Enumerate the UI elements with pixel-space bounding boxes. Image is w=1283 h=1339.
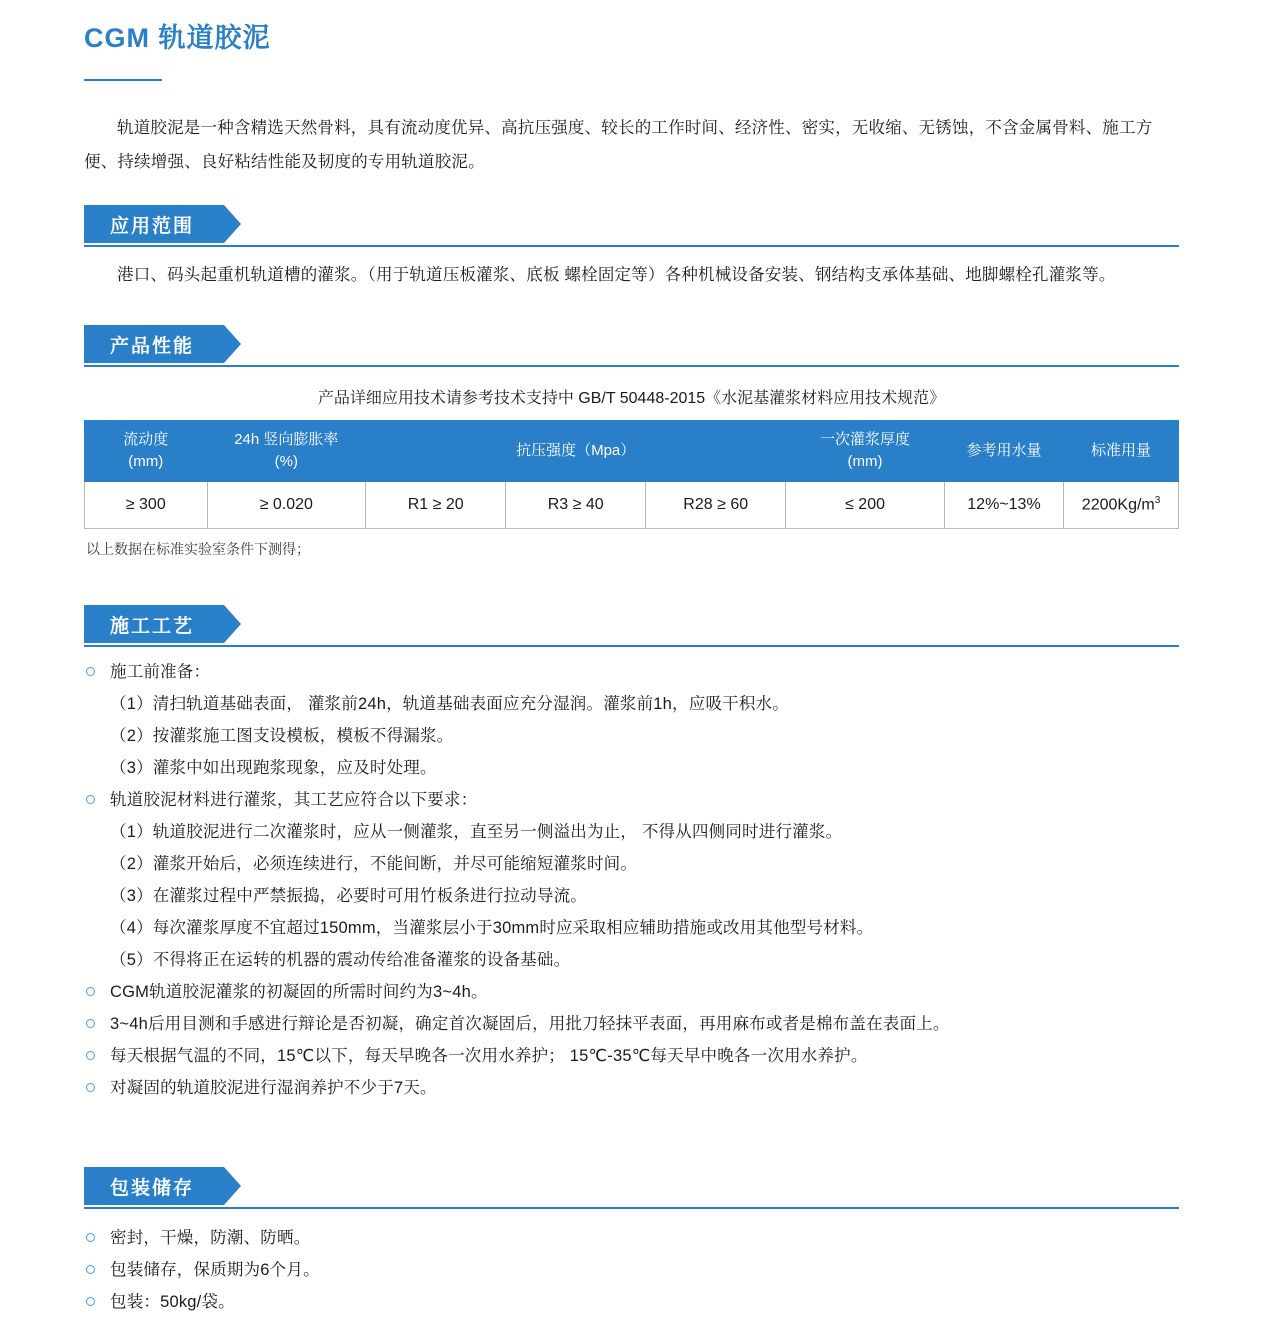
table-footnote: 以上数据在标准实验室条件下测得； xyxy=(86,541,310,557)
th-flow-unit: (mm) xyxy=(128,453,164,470)
list-item: CGM轨道胶泥灌浆的初凝固的所需时间约为3~4h。 xyxy=(84,977,1179,1008)
section-title-application: 应用范围 xyxy=(110,215,195,237)
th-expansion-label: 24h 竖向膨胀率 xyxy=(234,431,339,448)
section-banner xyxy=(84,205,224,243)
section-title-performance: 产品性能 xyxy=(110,335,195,357)
th-flow-label: 流动度 xyxy=(123,431,169,448)
list-item: （3）在灌浆过程中严禁振捣，必要时可用竹板条进行拉动导流。 xyxy=(110,887,587,905)
section-header-application xyxy=(84,205,1179,243)
td-dosage-exponent: 3 xyxy=(1154,495,1161,507)
section-title-packaging: 包装储存 xyxy=(110,1177,195,1199)
list-item: 施工前准备： xyxy=(84,657,1179,688)
th-flow xyxy=(85,421,208,482)
section-underline xyxy=(84,645,1179,647)
section-banner xyxy=(84,605,224,643)
page-title: CGM 轨道胶泥 xyxy=(84,23,271,53)
list-item: （2）按灌浆施工图支设模板，模板不得漏浆。 xyxy=(110,727,454,745)
th-strength: 抗压强度（Mpa） xyxy=(366,421,786,482)
section-underline xyxy=(84,1207,1179,1209)
td-expansion: ≥ 0.020 xyxy=(207,482,366,529)
section-banner xyxy=(84,325,224,363)
construction-list xyxy=(84,657,1179,1104)
section-title-construction: 施工工艺 xyxy=(110,615,195,637)
td-r28: R28 ≥ 60 xyxy=(646,482,786,529)
th-thickness-label: 一次灌浆厚度 xyxy=(820,431,911,448)
td-r1: R1 ≥ 20 xyxy=(366,482,506,529)
th-expansion-unit: (%) xyxy=(274,453,298,470)
list-item: （2）灌浆开始后，必须连续进行，不能间断，并尽可能缩短灌浆时间。 xyxy=(110,855,638,873)
spacer xyxy=(84,1105,1179,1145)
section-banner xyxy=(84,1167,224,1205)
list-item: （1）轨道胶泥进行二次灌浆时，应从一侧灌浆，直至另一侧溢出为止， 不得从四侧同时进行灌浆。 xyxy=(110,823,843,841)
td-r3: R3 ≥ 40 xyxy=(506,482,646,529)
th-dosage: 标准用量 xyxy=(1064,421,1179,482)
section-underline xyxy=(84,365,1179,367)
section-underline xyxy=(84,245,1179,247)
th-water: 参考用水量 xyxy=(944,421,1063,482)
list-item: （1）清扫轨道基础表面， 灌浆前24h，轨道基础表面应充分湿润。灌浆前1h，应吸干积水。 xyxy=(110,695,789,713)
list-item: （5）不得将正在运转的机器的震动传给准备灌浆的设备基础。 xyxy=(110,951,571,969)
td-flow: ≥ 300 xyxy=(85,482,208,529)
list-item: （3）灌浆中如出现跑浆现象，应及时处理。 xyxy=(110,759,437,777)
table-row xyxy=(85,482,1179,529)
td-dosage xyxy=(1064,482,1179,529)
td-water: 12%~13% xyxy=(944,482,1063,529)
packaging-list xyxy=(84,1223,1179,1318)
th-thickness-unit: (mm) xyxy=(847,453,883,470)
list-item: 包装储存，保质期为6个月。 xyxy=(84,1255,1179,1286)
list-item: 密封，干燥，防潮、防晒。 xyxy=(84,1223,1179,1254)
spacer xyxy=(84,1319,1179,1339)
list-item: 每天根据气温的不同，15℃以下，每天早晚各一次用水养护； 15℃-35℃每天早中晚各一次用水养护。 xyxy=(84,1041,1179,1072)
section-header-performance xyxy=(84,325,1179,363)
performance-note: 产品详细应用技术请参考技术支持中 GB/T 50448-2015《水泥基灌浆材料应用技术规范》 xyxy=(317,390,946,407)
list-item: 包装：50kg/袋。 xyxy=(84,1287,1179,1318)
td-dosage-value: 2200Kg/m xyxy=(1081,496,1155,514)
section-header-construction xyxy=(84,605,1179,643)
th-thickness xyxy=(786,421,945,482)
th-expansion xyxy=(207,421,366,482)
list-item: 对凝固的轨道胶泥进行湿润养护不少于7天。 xyxy=(84,1073,1179,1104)
performance-table xyxy=(84,420,1179,529)
application-text: 港口、码头起重机轨道槽的灌浆。（用于轨道压板灌浆、底板 螺栓固定等）各种机械设备安装、钢结构支承体基础、地脚螺栓孔灌浆等。 xyxy=(117,266,1116,284)
intro-paragraph: 轨道胶泥是一种含精选天然骨料，具有流动度优异、高抗压强度、较长的工作时间、经济性、密实，无收缩、无锈蚀，不含金属骨料、施工方便、持续增强、良好粘结性能及韧度的专用轨道胶泥。 xyxy=(84,119,1153,171)
section-header-packaging xyxy=(84,1167,1179,1205)
list-item: 轨道胶泥材料进行灌浆，其工艺应符合以下要求： xyxy=(84,785,1179,816)
table-header-row xyxy=(85,421,1179,482)
title-divider xyxy=(84,79,162,81)
td-thickness: ≤ 200 xyxy=(786,482,945,529)
list-item: （4）每次灌浆厚度不宜超过150mm，当灌浆层小于30mm时应采取相应辅助措施或改用其他型号材料。 xyxy=(110,919,874,937)
list-item: 3~4h后用目测和手感进行辩论是否初凝，确定首次凝固后，用批刀轻抹平表面，再用麻布或者是棉布盖在表面上。 xyxy=(84,1009,1179,1040)
